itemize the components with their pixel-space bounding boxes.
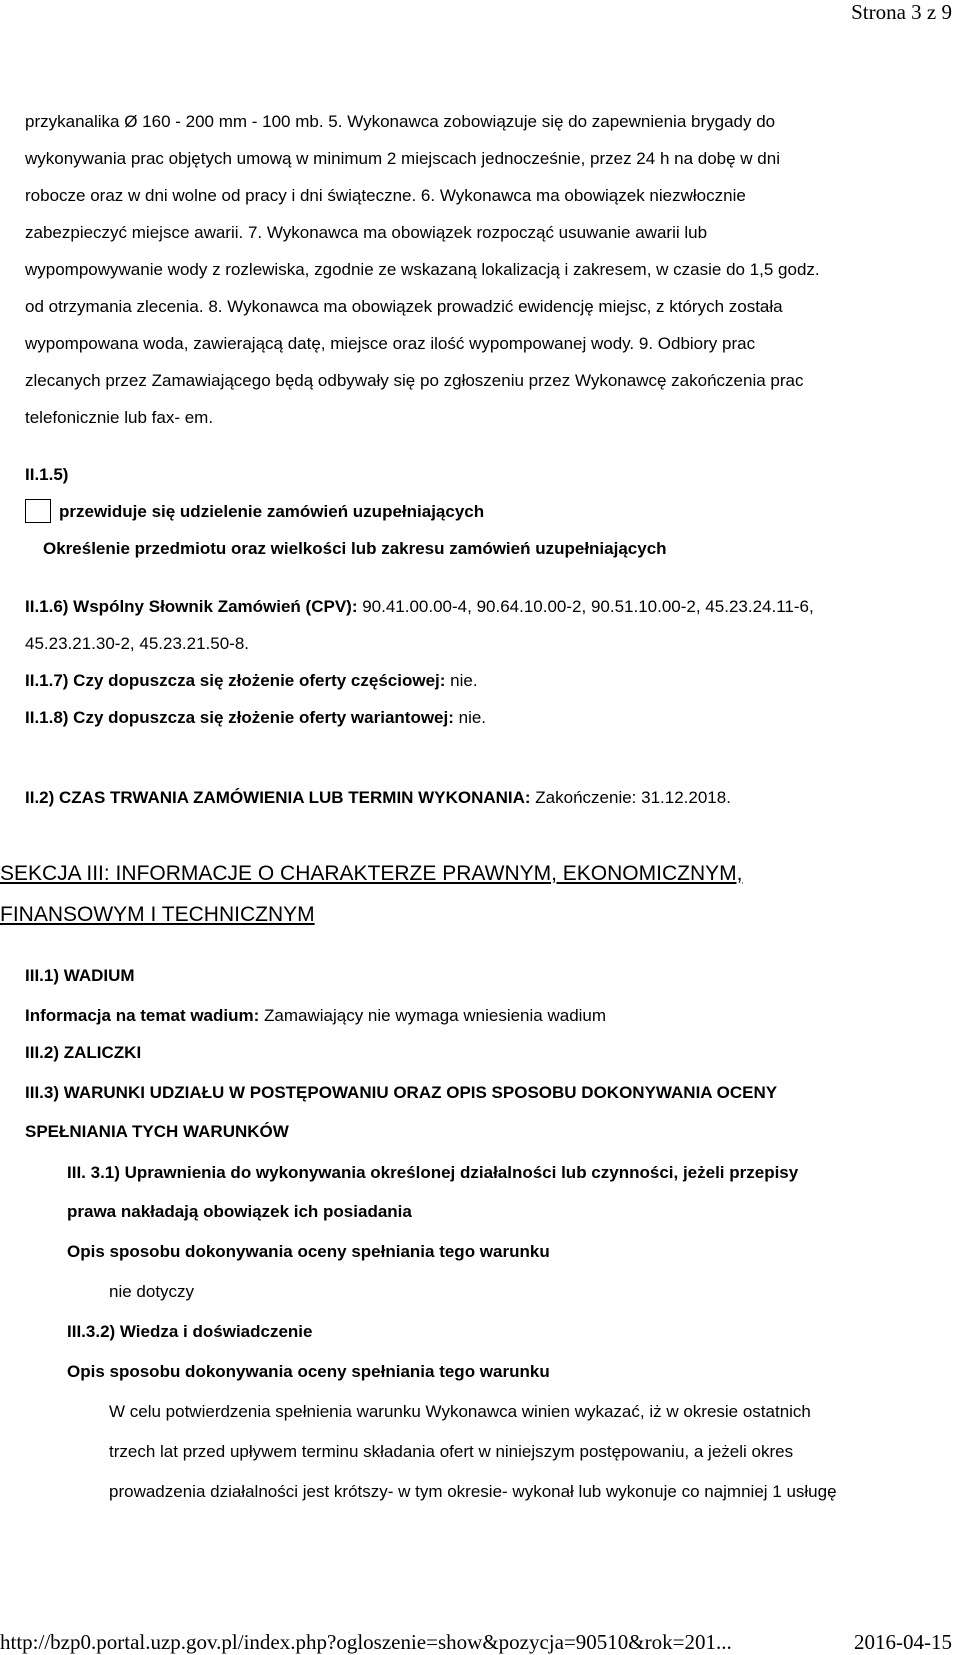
intro-line: telefonicznie lub fax- em. (25, 408, 214, 427)
cpv-label: II.1.6) Wspólny Słownik Zamówień (CPV): (25, 597, 358, 616)
experience-assessment-line: prowadzenia działalności jest krótszy- w tym okresie- wykonał lub wykonuje co najmniej 1 usługę (109, 1482, 837, 1501)
duration-value: Zakończenie: 31.12.2018. (530, 788, 731, 807)
experience-assessment-label: Opis sposobu dokonywania oceny spełniania tego warunku (67, 1362, 550, 1381)
experience-assessment-line: trzech lat przed upływem terminu składania ofert w niniejszym postępowaniu, a jeżeli okres (109, 1442, 794, 1461)
checkbox-label: przewiduje się udzielenie zamówień uzupełniających (59, 502, 485, 521)
cpv-value-continued: 45.23.21.30-2, 45.23.21.50-8. (25, 634, 250, 653)
section-iii-title-continued: FINANSOWYM I TECHNICZNYM (0, 903, 315, 926)
supplementary-orders-checkbox (25, 499, 51, 523)
experience-heading: III.3.2) Wiedza i doświadczenie (67, 1322, 313, 1341)
intro-line: zlecanych przez Zamawiającego będą odbywały się po zgłoszeniu przez Wykonawcę zakończenia prac (25, 371, 804, 390)
permissions-assessment-label: Opis sposobu dokonywania oceny spełniania tego warunku (67, 1242, 550, 1261)
page-number-header: Strona 3 z 9 (851, 0, 952, 24)
cpv-line (25, 597, 814, 617)
intro-line: robocze oraz w dni wolne od pracy i dni świąteczne. 6. Wykonawca ma obowiązek niezwłocznie (25, 186, 746, 205)
duration-label: II.2) CZAS TRWANIA ZAMÓWIENIA LUB TERMIN WYKONANIA: (25, 788, 531, 807)
intro-line: zabezpieczyć miejsce awarii. 7. Wykonawca ma obowiązek rozpocząć usuwanie awarii lub (25, 223, 708, 242)
permissions-heading: III. 3.1) Uprawnienia do wykonywania określonej działalności lub czynności, jeżeli przepisy (67, 1163, 799, 1182)
wadium-heading: III.1) WADIUM (25, 966, 135, 985)
wadium-info-line (25, 1006, 606, 1026)
intro-line: od otrzymania zlecenia. 8. Wykonawca ma obowiązek prowadzić ewidencję miejsc, z których została (25, 297, 783, 316)
intro-line: wypompowana woda, zawierającą datę, miejsce oraz ilość wypompowanej wody. 9. Odbiory prac (25, 334, 756, 353)
zaliczki-heading: III.2) ZALICZKI (25, 1043, 142, 1062)
partial-offer-label: II.1.7) Czy dopuszcza się złożenie oferty częściowej: (25, 671, 446, 690)
footer-date: 2016-04-15 (854, 1630, 952, 1654)
cpv-value: 90.41.00.00-4, 90.64.10.00-2, 90.51.10.00-2, 45.23.24.11-6, (357, 597, 814, 616)
partial-offer-line (25, 671, 478, 691)
duration-line (25, 788, 731, 808)
permissions-assessment-value: nie dotyczy (109, 1282, 195, 1301)
conditions-heading: III.3) WARUNKI UDZIAŁU W POSTĘPOWANIU ORAZ OPIS SPOSOBU DOKONYWANIA OCENY (25, 1083, 778, 1102)
permissions-heading-continued: prawa nakładają obowiązek ich posiadania (67, 1202, 412, 1221)
conditions-heading-continued: SPEŁNIANIA TYCH WARUNKÓW (25, 1122, 289, 1141)
variant-offer-label: II.1.8) Czy dopuszcza się złożenie oferty wariantowej: (25, 708, 454, 727)
supplementary-orders-subheading: Określenie przedmiotu oraz wielkości lub zakresu zamówień uzupełniających (43, 539, 667, 558)
intro-line: wypompowywanie wody z rozlewiska, zgodnie ze wskazaną lokalizacją i zakresem, w czasie do 1,5 godz. (25, 260, 820, 279)
footer-url: http://bzp0.portal.uzp.gov.pl/index.php?ogloszenie=show&pozycja=90510&rok=201... (0, 1630, 732, 1654)
wadium-info-label: Informacja na temat wadium: (25, 1006, 260, 1025)
partial-offer-value: nie. (445, 671, 478, 690)
experience-assessment-line: W celu potwierdzenia spełnienia warunku Wykonawca winien wykazać, iż w okresie ostatnich (109, 1402, 811, 1421)
intro-line: wykonywania prac objętych umową w minimum 2 miejscach jednocześnie, przez 24 h na dobę w dni (25, 149, 780, 168)
variant-offer-line (25, 708, 486, 728)
section-heading-ii-1-5: II.1.5) (25, 465, 69, 484)
wadium-info-value: Zamawiający nie wymaga wniesienia wadium (259, 1006, 607, 1025)
section-iii-title: SEKCJA III: INFORMACJE O CHARAKTERZE PRAWNYM, EKONOMICZNYM, (0, 862, 743, 885)
intro-line: przykanalika Ø 160 - 200 mm - 100 mb. 5. Wykonawca zobowiązuje się do zapewnienia brygady do (25, 112, 776, 131)
variant-offer-value: nie. (453, 708, 487, 727)
